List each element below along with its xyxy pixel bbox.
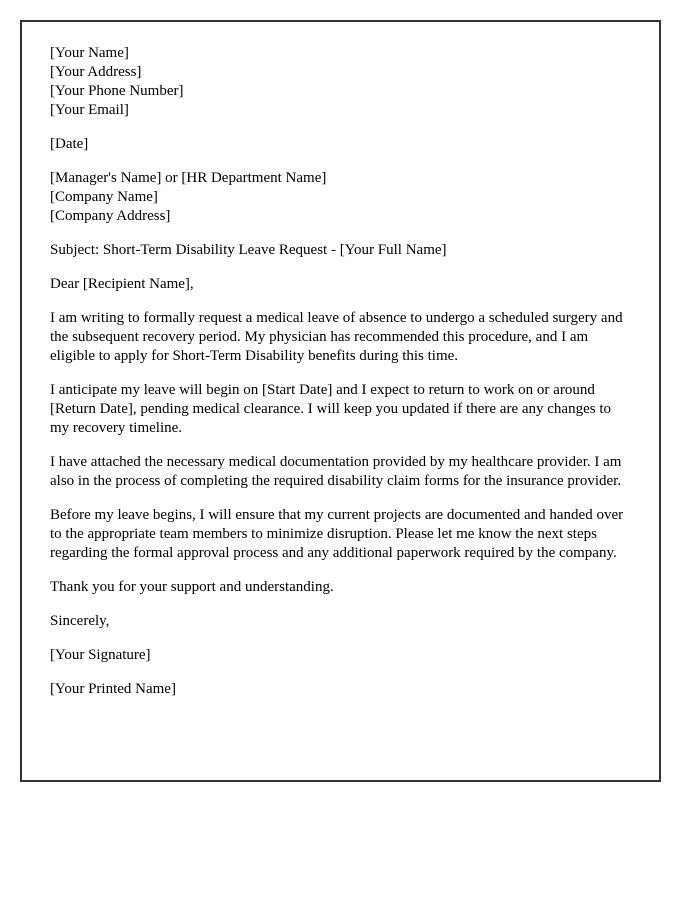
body-paragraph-3 xyxy=(50,453,631,491)
sender-address: [Your Address] xyxy=(50,64,142,80)
body-paragraph-2 xyxy=(50,381,631,438)
recipient-manager-line: [Manager's Name] or [HR Department Name] xyxy=(50,170,327,186)
closing-line: Sincerely, xyxy=(50,613,110,629)
sender-name: [Your Name] xyxy=(50,45,129,61)
body-paragraph-4 xyxy=(50,506,631,563)
signature-block xyxy=(50,646,631,665)
body-paragraph-5-text: Thank you for your support and understanding. xyxy=(50,579,334,595)
closing-block xyxy=(50,612,631,631)
date-line: [Date] xyxy=(50,136,89,152)
subject-block xyxy=(50,241,631,260)
letter-border-frame xyxy=(20,20,661,782)
body-paragraph-4-text: Before my leave begins, I will ensure that my current projects are documented and handed over to the appropriate team members to minimize disruption. Please let me know the next steps regarding the formal approval process and any additional paperwork required by the company. xyxy=(50,507,624,561)
body-paragraph-5 xyxy=(50,578,631,597)
salutation-block xyxy=(50,275,631,294)
sender-phone: [Your Phone Number] xyxy=(50,83,184,99)
date-block xyxy=(50,135,631,154)
recipient-block xyxy=(50,169,631,226)
salutation: Dear [Recipient Name], xyxy=(50,276,194,292)
subject-line: Subject: Short-Term Disability Leave Request - [Your Full Name] xyxy=(50,242,447,258)
printed-name-block xyxy=(50,680,631,699)
sender-block xyxy=(50,44,631,120)
printed-name-placeholder: [Your Printed Name] xyxy=(50,681,176,697)
body-paragraph-1 xyxy=(50,309,631,366)
sender-email: [Your Email] xyxy=(50,102,129,118)
body-paragraph-3-text: I have attached the necessary medical documentation provided by my healthcare provider. I am also in the process of completing the required disability claim forms for the insurance provider. xyxy=(50,454,622,489)
recipient-company-address: [Company Address] xyxy=(50,208,171,224)
body-paragraph-2-text: I anticipate my leave will begin on [Start Date] and I expect to return to work on or around [Return Date], pending medical clearance. I will keep you updated if there are any changes to my recovery timeline. xyxy=(50,382,612,436)
body-paragraph-1-text: I am writing to formally request a medical leave of absence to undergo a scheduled surgery and the subsequent recovery period. My physician has recommended this procedure, and I am eligible to apply for Short-Term Disability benefits during this time. xyxy=(50,310,623,364)
signature-placeholder: [Your Signature] xyxy=(50,647,151,663)
recipient-company-name: [Company Name] xyxy=(50,189,158,205)
